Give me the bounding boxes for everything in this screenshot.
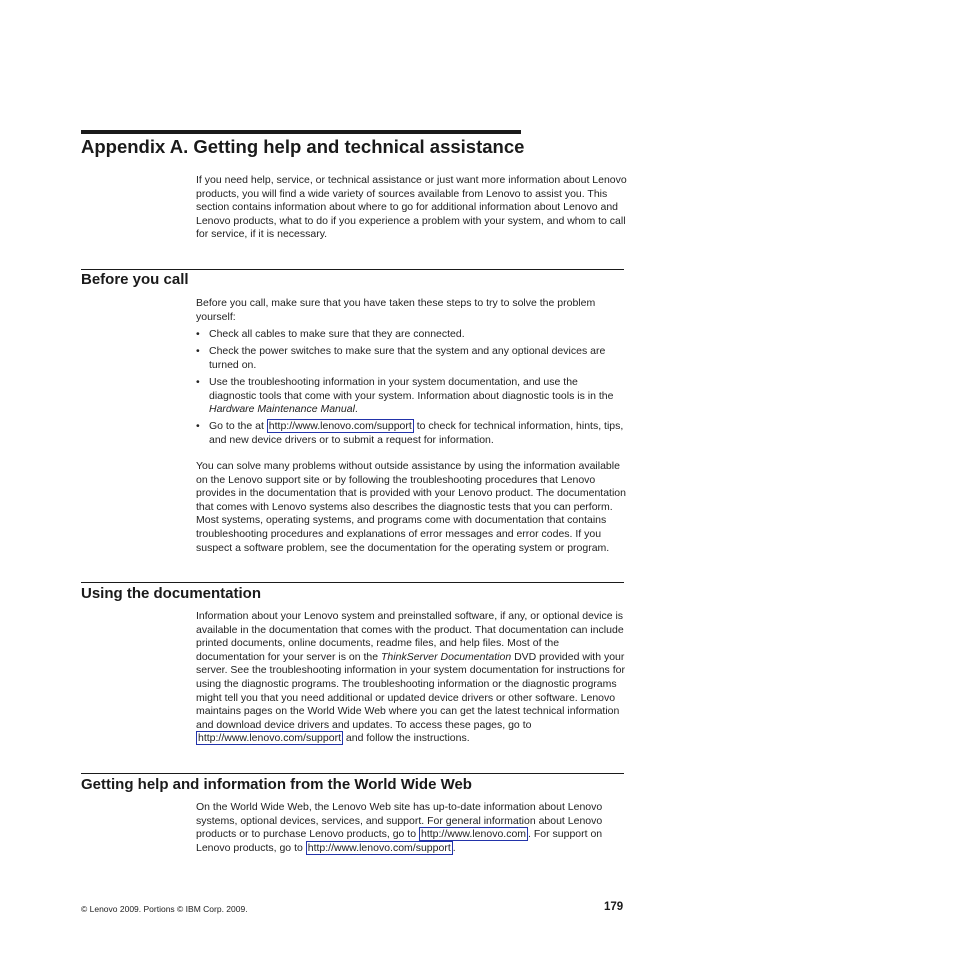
bullet-glyph: • (196, 328, 200, 341)
bullet-text: Check the power switches to make sure that the system and any optional devices are turned on. (209, 345, 606, 371)
section-rule-documentation (81, 582, 624, 583)
section-title-web: Getting help and information from the World Wide Web (81, 776, 472, 793)
section-title-documentation: Using the documentation (81, 585, 261, 602)
documentation-text (196, 610, 628, 746)
intro-text: If you need help, service, or technical assistance or just want more information about Lenovo products, you will find a wide variety of sources available from Lenovo to assist you. This section contains information about where to go for additional information about Lenovo and Lenovo products, what to do if you experience a problem with your system, and whom to call for service, if it is necessary. (196, 174, 627, 241)
bullet-glyph: • (196, 420, 200, 433)
list-item (196, 328, 628, 342)
support-link[interactable]: http://www.lenovo.com/support (198, 732, 341, 745)
section-title-before-you-call: Before you call (81, 271, 189, 288)
section-rule-web (81, 773, 624, 774)
web-body (196, 801, 628, 855)
bullet-text-end: . (354, 403, 358, 416)
web-text-part2: . For support on Lenovo products, go to (196, 828, 603, 854)
lenovo-home-link[interactable]: http://www.lenovo.com (420, 828, 527, 841)
bullet-glyph: • (196, 375, 200, 388)
bullet-text: Check all cables to make sure that they are connected. (209, 328, 465, 341)
intro-paragraph (196, 174, 628, 242)
web-text-part3: . (452, 841, 456, 854)
list-item (196, 376, 628, 417)
closing-text: You can solve many problems without outside assistance by using the information available on the Lenovo support site or by following the troubleshooting procedures that Lenovo provides in the documentation that is provided with your Lenovo product. The documentation that comes with Lenovo systems also describes the diagnostic tests that you can perform. Most systems, operating systems, and programs come with documentation that contains troubleshooting procedures and explanations of error messages and error codes. If you suspect a software problem, see the documentation for the operating system or program. (196, 460, 626, 554)
manual-title: Hardware Maintenance Manual (209, 403, 355, 416)
bullet-text-end: to check for technical information, hints, tips, and new device drivers or to submit a request for information. (209, 420, 624, 446)
documentation-text-part3: and follow the instructions. (343, 732, 470, 745)
page-number: 179 (604, 901, 624, 913)
before-you-call-closing (196, 460, 628, 555)
bullet-text: Use the troubleshooting information in your system documentation, and use the diagnostic tools that come with your system. Information about diagnostic tools is in the (209, 375, 614, 402)
web-text (196, 801, 628, 855)
before-you-call-body (196, 297, 628, 451)
web-text-part1: On the World Wide Web, the Lenovo Web site has up-to-date information about Lenovo systems, optional devices, services, and support. For general information about Lenovo products or to purchase Lenovo products, go to (196, 801, 603, 841)
support-link[interactable]: http://www.lenovo.com/support (307, 841, 451, 854)
chapter-title: Appendix A. Getting help and technical assistance (81, 136, 525, 157)
documentation-body (196, 610, 628, 746)
section-rule-before-you-call (81, 269, 624, 270)
before-you-call-lead: Before you call, make sure that you have taken these steps to try to solve the problem yourself: (196, 297, 596, 323)
list-item (196, 420, 628, 447)
support-link[interactable]: http://www.lenovo.com/support (268, 420, 412, 433)
copyright-footer: © Lenovo 2009. Portions © IBM Corp. 2009. (81, 904, 248, 914)
bullet-glyph: • (196, 345, 200, 358)
list-item (196, 345, 628, 372)
documentation-text-part2: DVD provided with your server. See the troubleshooting information in your system documentation for instructions for using the diagnostic programs. The troubleshooting information or the diagnostic programs might tell you that you need additional or updated device drivers or other software. Lenovo maintains pages on the World Wide Web where you can get the latest technical information and download device drivers and updates. To access these pages, go to (196, 650, 625, 731)
documentation-text-part1: Information about your Lenovo system and preinstalled software, if any, or optional device is available in the documentation that comes with the product. That documentation can include printed documents, online documents, readme files, and help files. Most of the documentation for your server is on the (196, 610, 624, 663)
bullet-text: Go to the at (209, 420, 267, 433)
checklist (196, 328, 628, 447)
dvd-title: ThinkServer Documentation (381, 650, 512, 663)
chapter-title-rule (81, 130, 521, 134)
